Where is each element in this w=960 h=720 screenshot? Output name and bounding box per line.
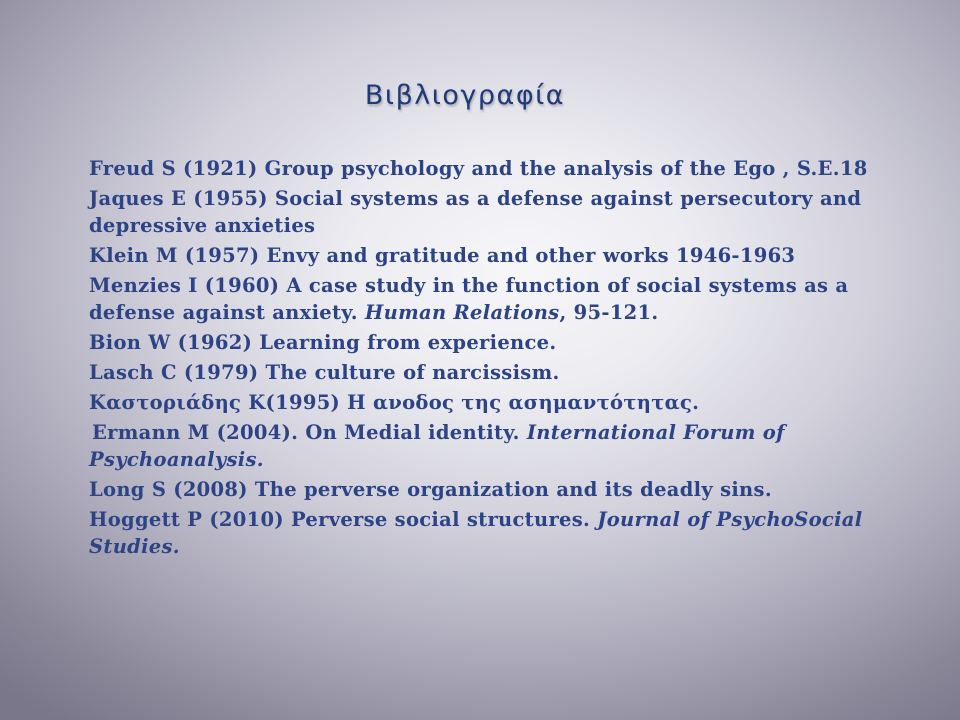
reference-item — [89, 389, 911, 416]
reference-item — [89, 359, 911, 386]
reference-text: Menzies I (1960) A case study in the function of social systems as a defense against anxiety. — [89, 274, 849, 324]
reference-text: Long S (2008) The perverse organization and its deadly sins. — [89, 478, 772, 501]
reference-text: Freud S (1921) Group psychology and the analysis of the Ego , S.E.18 — [89, 157, 868, 180]
reference-source: International Forum of Psychoanalysis. — [89, 421, 785, 471]
reference-text: Klein M (1957) Envy and gratitude and other works 1946-1963 — [89, 244, 796, 267]
reference-item — [89, 272, 911, 326]
reference-text: Hoggett P (2010) Perverse social structures. — [89, 508, 598, 531]
reference-item — [89, 506, 911, 560]
reference-text: Bion W (1962) Learning from experience. — [89, 331, 557, 354]
reference-item — [89, 242, 911, 269]
reference-text: Ermann M (2004). On Medial identity. — [92, 421, 527, 444]
reference-item — [89, 155, 911, 182]
reference-source: Human Relations — [364, 301, 560, 324]
reference-item — [89, 419, 911, 473]
reference-list — [89, 155, 911, 563]
reference-text: Jaques E (1955) Social systems as a defense against persecutory and depressive anxieties — [89, 187, 862, 237]
reference-tail: , 95-121. — [559, 301, 659, 324]
reference-text: Καστοριάδης Κ(1995) Η ανοδος της ασημαντότητας. — [89, 391, 700, 414]
reference-source: Journal of PsychoSocial Studies. — [89, 508, 863, 558]
reference-item — [89, 329, 911, 356]
reference-text: Lasch C (1979) The culture of narcissism. — [89, 361, 560, 384]
reference-item — [89, 476, 911, 503]
slide-title: Βιβλιογραφία — [364, 80, 566, 111]
reference-item — [89, 185, 911, 239]
